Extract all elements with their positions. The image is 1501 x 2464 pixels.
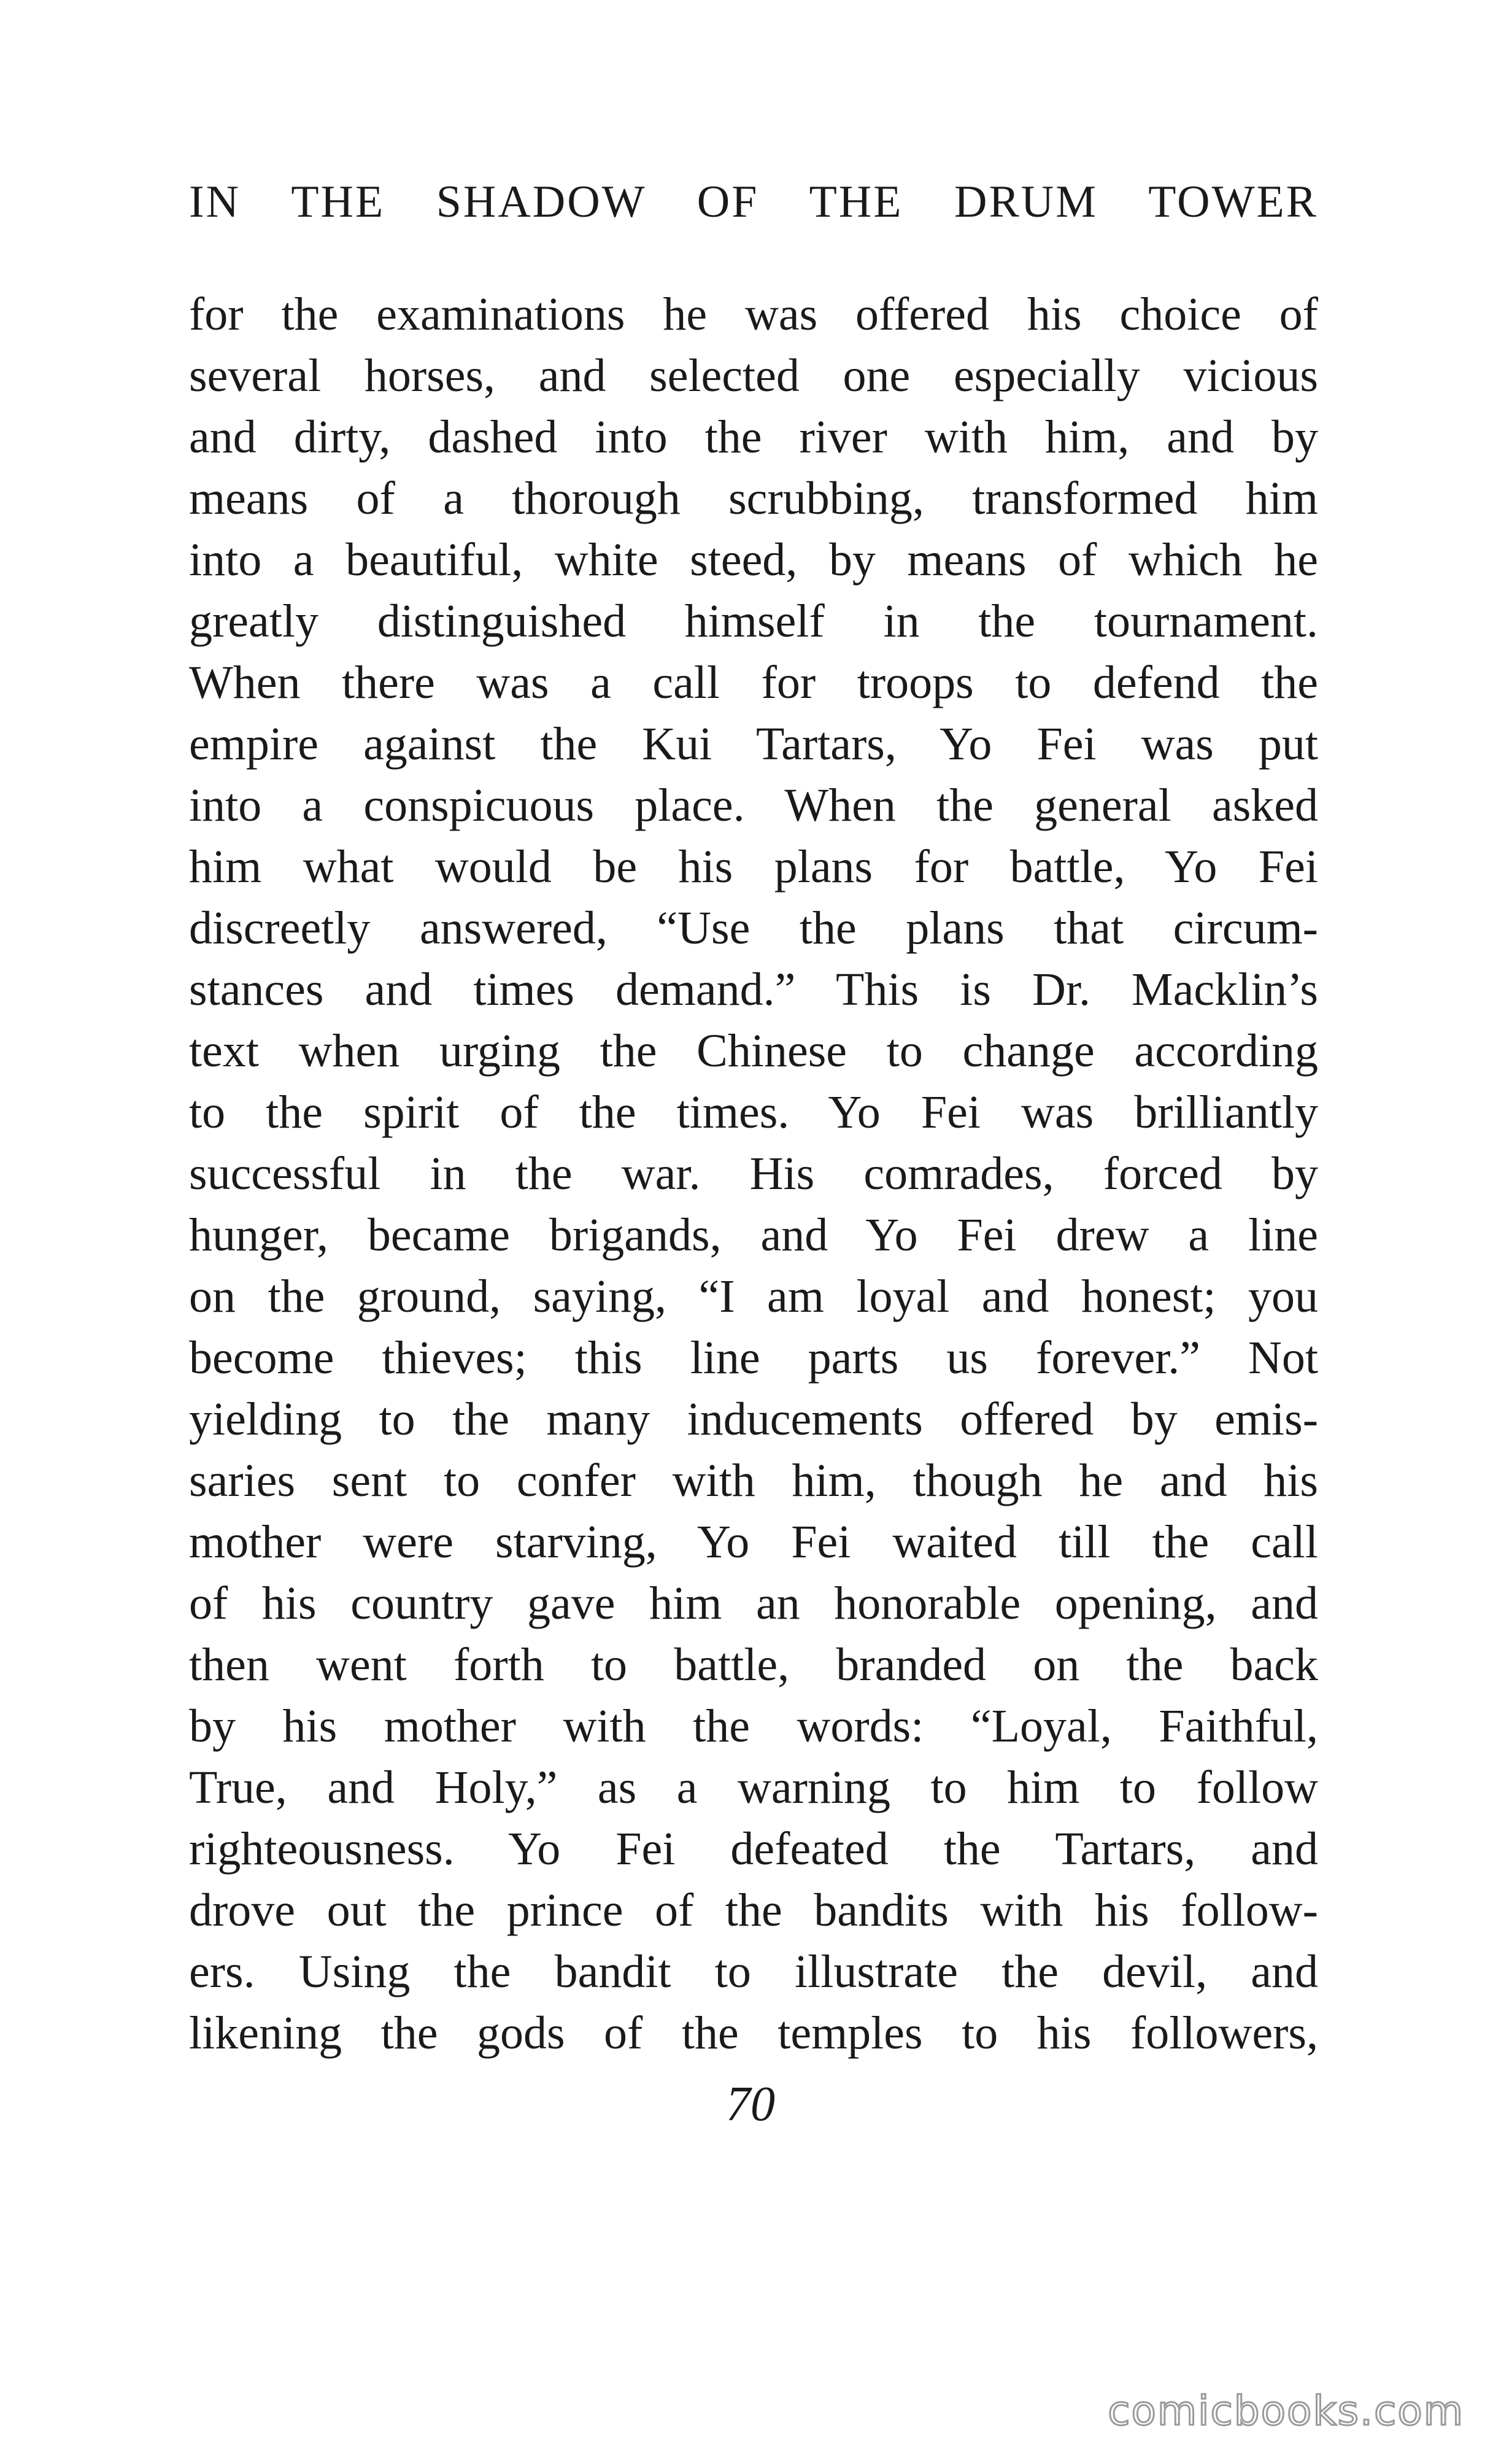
- text-line: several horses, and selected one especially vicious: [189, 350, 1318, 401]
- text-line: drove out the prince of the bandits with his follow-: [189, 1885, 1318, 1936]
- page-number: 70: [726, 2077, 775, 2131]
- text-line: text when urging the Chinese to change according: [189, 1025, 1318, 1077]
- text-line: When there was a call for troops to defend the: [189, 657, 1318, 708]
- text-line: and dirty, dashed into the river with him, and by: [189, 411, 1318, 463]
- text-line: saries sent to confer with him, though he and his: [189, 1455, 1318, 1506]
- text-line: likening the gods of the temples to his followers,: [189, 2007, 1318, 2059]
- text-line: greatly distinguished himself in the tournament.: [189, 595, 1318, 647]
- text-line: of his country gave him an honorable opening, and: [189, 1578, 1318, 1629]
- text-line: True, and Holy,” as a warning to him to follow: [189, 1762, 1318, 1813]
- text-line: to the spirit of the times. Yo Fei was brilliantly: [189, 1087, 1318, 1138]
- text-line: him what would be his plans for battle, Yo Fei: [189, 841, 1318, 893]
- text-line: yielding to the many inducements offered by emis-: [189, 1393, 1318, 1445]
- text-line: then went forth to battle, branded on the back: [189, 1639, 1318, 1691]
- text-line: stances and times demand.” This is Dr. Macklin’s: [189, 964, 1318, 1015]
- text-line: mother were starving, Yo Fei waited till the call: [189, 1516, 1318, 1568]
- text-line: become thieves; this line parts us forever.” Not: [189, 1332, 1318, 1384]
- watermark: comicbooks.com: [1108, 2387, 1464, 2435]
- text-line: for the examinations he was offered his choice of: [189, 289, 1318, 340]
- text-line: empire against the Kui Tartars, Yo Fei was put: [189, 718, 1318, 770]
- text-line: on the ground, saying, “I am loyal and honest; you: [189, 1271, 1318, 1322]
- text-line: means of a thorough scrubbing, transformed him: [189, 473, 1318, 524]
- body-text: [189, 284, 1318, 2064]
- text-line: by his mother with the words: “Loyal, Faithful,: [189, 1700, 1318, 1752]
- text-line: righteousness. Yo Fei defeated the Tartars, and: [189, 1823, 1318, 1875]
- text-line: successful in the war. His comrades, forced by: [189, 1148, 1318, 1199]
- text-line: into a beautiful, white steed, by means of which he: [189, 534, 1318, 586]
- running-head: IN THE SHADOW OF THE DRUM TOWER: [189, 177, 1318, 227]
- text-line: discreetly answered, “Use the plans that circum-: [189, 902, 1318, 954]
- text-line: hunger, became brigands, and Yo Fei drew a line: [189, 1209, 1318, 1261]
- text-line: into a conspicuous place. When the general asked: [189, 780, 1318, 831]
- text-line: ers. Using the bandit to illustrate the devil, and: [189, 1946, 1318, 1997]
